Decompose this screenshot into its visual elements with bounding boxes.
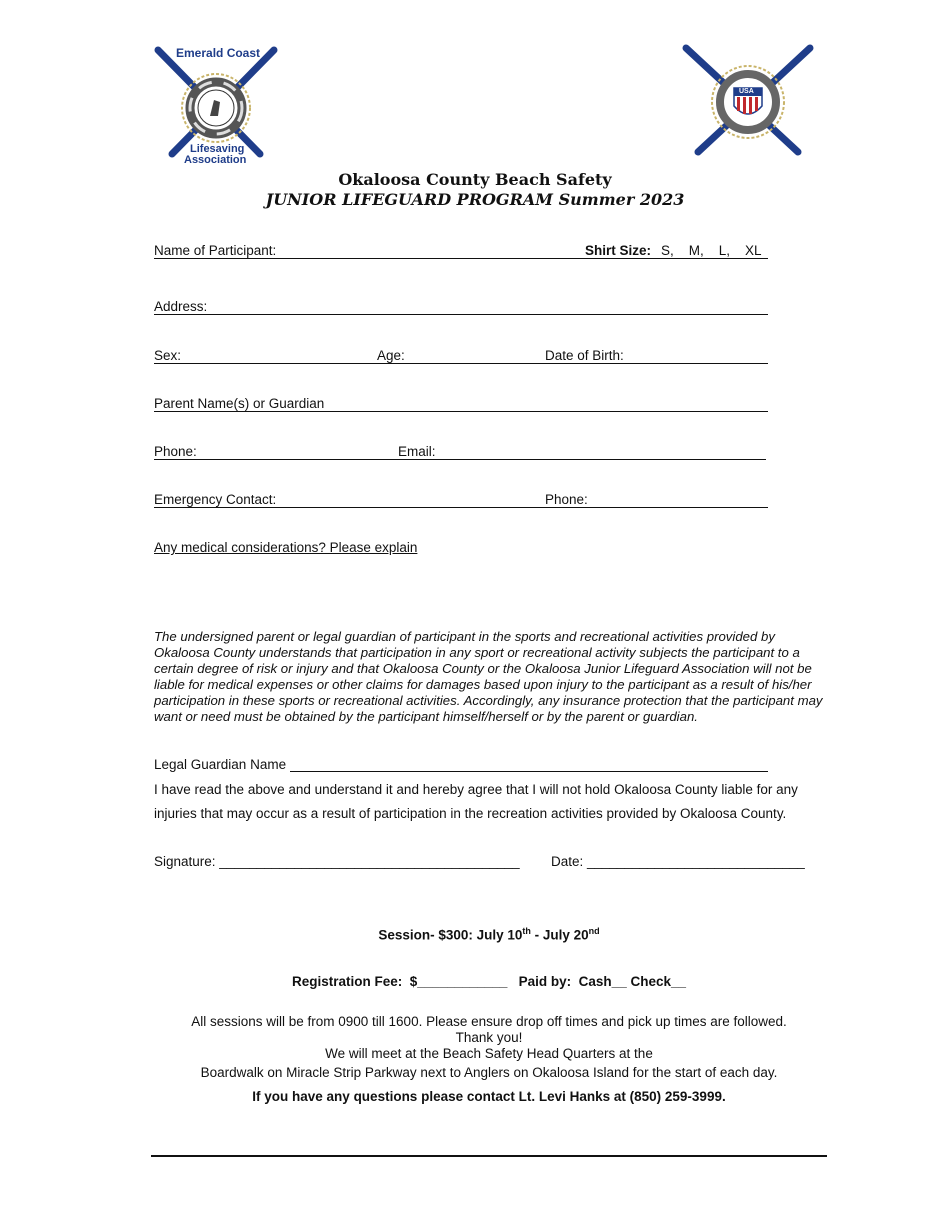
session-middle: - July 20 — [530, 927, 589, 943]
info-line-1: All sessions will be from 0900 till 1600. Please ensure drop off times and pick up times are followed. — [191, 1014, 787, 1029]
signature-field[interactable]: Signature: ________________________________________ — [154, 854, 520, 869]
legal-guardian-field[interactable] — [290, 771, 768, 772]
phone-email-field[interactable] — [154, 459, 766, 460]
info-line-2: Thank you! — [455, 1030, 523, 1045]
emergency-contact-label: Emergency Contact: — [154, 492, 277, 507]
emerald-coast-logo — [150, 42, 282, 168]
parent-label: Parent Name(s) or Guardian — [154, 396, 325, 411]
info-line-3: We will meet at the Beach Safety Head Quarters at the — [325, 1046, 653, 1061]
legal-guardian-label: Legal Guardian Name — [154, 757, 287, 772]
logo-text-bottom-2: Association — [184, 154, 247, 166]
agreement-line-1: I have read the above and understand it and hereby agree that I will not hold Okaloosa County liable for any — [154, 782, 798, 797]
email-label: Email: — [398, 444, 436, 459]
session-info — [0, 926, 950, 943]
phone-label: Phone: — [154, 444, 197, 459]
session-sup-2: nd — [588, 926, 600, 936]
agreement-line-2: injuries that may occur as a result of participation in the recreation activities provided by Okaloosa County. — [154, 806, 787, 821]
registration-row — [0, 974, 950, 989]
address-field[interactable] — [154, 314, 768, 315]
paid-by[interactable]: Paid by: Cash__ Check__ — [518, 974, 686, 989]
emergency-phone-label: Phone: — [545, 492, 588, 507]
shirt-size-label: Shirt Size: — [585, 243, 652, 258]
sex-label: Sex: — [154, 348, 182, 363]
parent-field[interactable] — [154, 411, 768, 412]
contact-info: If you have any questions please contact Lt. Levi Hanks at (850) 259-3999. — [252, 1089, 726, 1104]
logo-text-top: Emerald Coast — [176, 46, 261, 60]
sex-age-dob-field[interactable] — [154, 363, 768, 364]
medical-label: Any medical considerations? Please explain — [154, 540, 418, 555]
bottom-divider — [151, 1155, 827, 1157]
page-title: Okaloosa County Beach Safety — [338, 170, 612, 189]
waiver-paragraph: The undersigned parent or legal guardian of participant in the sports and recreational activities provided by Okaloosa County understands that participation in any sport or recreational activity subjects the participant to a certain degree of risk or injury and that Okaloosa County or the Okaloosa Junior Lifeguard Association will not be liable for medical expenses or other claims for damages based upon injury to the participant as a result of his/her participation in these sports or recreational activities. Accordingly, any insurance protection that the participant may want or need must be obtained by the participant himself/herself or by the parent or guardian. — [154, 629, 823, 724]
emergency-contact-field[interactable] — [154, 507, 768, 508]
session-prefix: Session- $300: July 10 — [378, 927, 523, 943]
shirt-size-options[interactable]: S, M, L, XL — [661, 243, 762, 258]
dob-label: Date of Birth: — [545, 348, 624, 363]
address-label: Address: — [154, 299, 208, 314]
name-label: Name of Participant: — [154, 243, 277, 258]
age-label: Age: — [377, 348, 405, 363]
usa-lifesaving-shield-icon — [678, 40, 818, 160]
usa-text: USA — [739, 88, 754, 95]
date-field[interactable]: Date: _____________________________ — [551, 854, 805, 869]
info-line-4: Boardwalk on Miracle Strip Parkway next to Anglers on Okaloosa Island for the start of each day. — [200, 1065, 778, 1080]
session-sup-1: th — [522, 926, 531, 936]
usla-logo — [678, 40, 818, 160]
page-subtitle: JUNIOR LIFEGUARD PROGRAM Summer 2023 — [265, 190, 685, 209]
name-field[interactable] — [154, 258, 768, 259]
logo-text-bottom-1: Lifesaving — [190, 143, 245, 155]
registration-fee[interactable]: Registration Fee: $____________ — [292, 974, 508, 989]
